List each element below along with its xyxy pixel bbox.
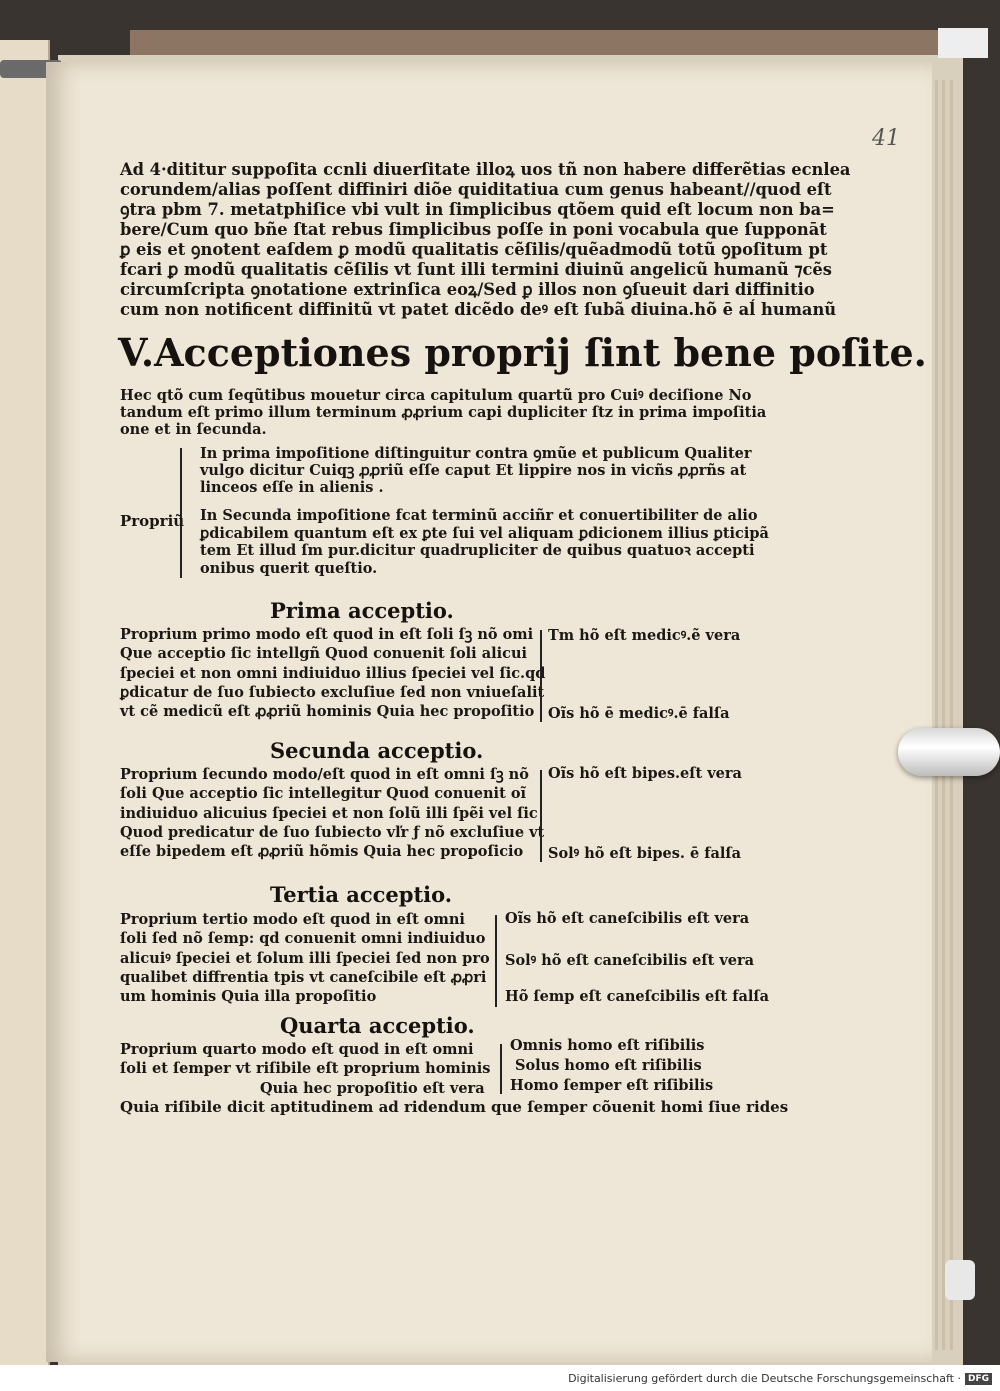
text-line: bere/Cum quo bñe ſtat rebus ſimplicibus poſſe in poni vocabula que ſupponāt bbox=[120, 220, 827, 239]
text-line: indiuiduo alicuius ſpeciei et non ſolũ illi ſpẽi vel ſic bbox=[120, 804, 538, 822]
proposition: Solus homo eſt riſibilis bbox=[515, 1057, 702, 1074]
text-line: ſoli ſed nõ ſemp: qd conuenit omni indiuiduo bbox=[120, 930, 486, 948]
proposition: Oĩs hõ eſt bipes.eſt vera bbox=[548, 765, 742, 782]
text-line: one et in ſecunda. bbox=[120, 421, 267, 438]
text-line: eſſe bipedem eſt ꝓꝓriũ hõmis Quia hec propoſicio bbox=[120, 843, 524, 861]
text-line: In Secunda impoſitione fcat terminũ acciñr et conuertibiliter de alio bbox=[200, 507, 758, 524]
text-line: Proprium primo modo eſt quod in eſt ſoli ſꝫ nõ omi bbox=[120, 626, 534, 643]
text-line: corundem/alias poſſent diffiniri diõe quiditatiua cum genus habeant//quod eſt bbox=[120, 180, 832, 199]
footer-credit: Digitalisierung gefördert durch die Deutsche Forschungsgemeinschaft · bbox=[568, 1372, 961, 1385]
proposition-bracket bbox=[495, 915, 497, 1007]
dfg-logo-icon: DFG bbox=[965, 1373, 992, 1385]
paper-tab-top bbox=[938, 28, 988, 58]
left-page-margin bbox=[0, 40, 50, 1365]
proprium-label: Propriũ bbox=[120, 512, 185, 530]
section-body-secunda bbox=[120, 765, 544, 861]
text-line: tandum eſt primo illum terminum ꝓꝓrium capi dupliciter ſtz in prima impoſitia bbox=[120, 404, 767, 421]
text-line: ꝑ eis et ꝯnotent eaſdem ꝑ modũ qualitatis cẽſilis/quẽadmodũ totũ ꝯpoſitum pt bbox=[120, 240, 828, 259]
text-line: cum non notificent diffinitũ vt patet dicẽdo deꝰ eſt ſubã diuina.hõ ē aĺ humanũ bbox=[120, 300, 837, 319]
proposition: Oĩs hõ eſt caneſcibilis eſt vera bbox=[505, 910, 750, 927]
glass-page-weight bbox=[898, 728, 1000, 776]
page-edge bbox=[942, 80, 945, 1350]
text-line: qualibet diffrentia tpis vt caneſcibile eſt ꝓꝓri bbox=[120, 968, 487, 986]
text-line: alicuiꝰ ſpeciei et ſolum illi ſpeciei ſed non pro bbox=[120, 949, 490, 967]
main-paragraph bbox=[120, 387, 766, 438]
text-line: ꝯtra pbm 7. metatphiſice vbi vult in ſimplicibus qtõem quid eſt locum non ba= bbox=[120, 200, 835, 219]
text-line: Quia hec propoſitio eſt vera bbox=[260, 1079, 485, 1097]
proposition: Oĩs hõ ē medicꝰ.ē falſa bbox=[548, 705, 730, 722]
main-heading: V.Acceptiones proprij ſint bene poſite. bbox=[118, 330, 927, 375]
proposition-bracket bbox=[540, 770, 542, 862]
section-heading-prima: Prima acceptio. bbox=[270, 598, 454, 623]
section-heading-secunda: Secunda acceptio. bbox=[270, 738, 484, 763]
text-line: Que acceptio ſic intellgñ Quod conuenit ſoli alicui bbox=[120, 645, 528, 663]
text-line: fcari ꝑ modũ qualitatis cẽſilis vt ſunt illi termini diuinũ angelicũ humanũ ⁊cẽs bbox=[120, 260, 832, 279]
first-imposition-text bbox=[200, 445, 752, 496]
text-line: Ad 4·dititur suppoſita ccnli diuerſitate illoꝝ uos tñ non habere differẽtias ecnlea bbox=[120, 160, 851, 179]
proposition: Solꝰ hõ eſt bipes. ē falſa bbox=[548, 845, 742, 862]
text-line: ꝑdicabilem quantum eſt ex ꝑte ſui vel aliquam ꝑdicionem illius ꝑticipã bbox=[200, 524, 769, 542]
text-line: linceos eſſe in alienis . bbox=[200, 479, 384, 496]
proposition-bracket bbox=[500, 1044, 502, 1094]
text-line: ſpeciei et non omni indiuiduo illius ſpeciei vel ſic.qd bbox=[120, 664, 546, 682]
section-heading-quarta: Quarta acceptio. bbox=[280, 1013, 475, 1038]
closing-line: Quia riſibile dicit aptitudinem ad ridendum que ſemper cõuenit homi ſiue rides bbox=[120, 1098, 789, 1116]
second-imposition-text bbox=[200, 507, 769, 577]
text-line: ſoli Que acceptio ſic intellegitur Quod conuenit oĩ bbox=[120, 785, 526, 803]
text-line: ꝑdicatur de ſuo ſubiecto excluſiue ſed non vniueſalit bbox=[120, 683, 545, 701]
text-line: onibus querit queſtio. bbox=[200, 559, 378, 577]
proposition: Omnis homo eſt riſibilis bbox=[510, 1037, 705, 1054]
text-line: vulgo dicitur Cuiqꝫ ꝓꝓriũ eſſe caput Et lippire nos in vicñs ꝓꝓrñs at bbox=[200, 462, 747, 479]
proposition-bracket bbox=[540, 630, 542, 722]
section-body-prima bbox=[120, 625, 545, 721]
text-line: Proprium tertio modo eſt quod in eſt omni bbox=[120, 911, 465, 928]
section-heading-tertia: Tertia acceptio. bbox=[270, 882, 453, 907]
text-line: circumſcripta ꝯnotatione extrinſica eoꝝ/Sed ꝑ illos non ꝯſueuit dari diffinitio bbox=[120, 280, 815, 299]
page-edge bbox=[950, 80, 953, 1350]
proposition: Homo ſemper eſt riſibilis bbox=[510, 1077, 714, 1094]
text-line: In prima impoſitione diſtinguitur contra ꝯmũe et publicum Qualiter bbox=[200, 445, 752, 462]
text-line: Proprium quarto modo eſt quod in eſt omni bbox=[120, 1041, 474, 1058]
proposition: Hõ ſemp eſt caneſcibilis eſt falſa bbox=[505, 988, 770, 1005]
intro-paragraph bbox=[120, 160, 850, 320]
text-line: tem Et illud ſm pur.dicitur quadrupliciter de quibus quatuoꝛ accepti bbox=[200, 542, 755, 560]
text-line: um hominis Quia illa propoſitio bbox=[120, 988, 377, 1006]
section-body-quarta bbox=[120, 1040, 490, 1098]
paper-tab-bottom bbox=[945, 1260, 975, 1300]
section-body-tertia bbox=[120, 910, 490, 1006]
page-edge bbox=[935, 80, 938, 1350]
page-number: 41 bbox=[872, 126, 900, 151]
text-line: ſoli et ſemper vt riſibile eſt proprium hominis bbox=[120, 1060, 491, 1078]
proposition: Tm hõ eſt medicꝰ.ẽ vera bbox=[548, 627, 741, 644]
proposition: Solꝰ hõ eſt caneſcibilis eſt vera bbox=[505, 952, 755, 969]
text-line: vt cẽ medicũ eſt ꝓꝓriũ hominis Quia hec propoſitio bbox=[120, 703, 535, 721]
text-line: Proprium ſecundo modo/eſt quod in eſt omni ſꝫ nõ bbox=[120, 766, 529, 783]
text-line: Hec qtõ cum ſeqũtibus mouetur circa capitulum quartũ pro Cuiꝰ deciſione No bbox=[120, 387, 752, 404]
text-line: Quod predicatur de ſuo ſubiecto vľr ƒ nõ excluſiue vt bbox=[120, 823, 545, 841]
footer bbox=[568, 1372, 992, 1385]
